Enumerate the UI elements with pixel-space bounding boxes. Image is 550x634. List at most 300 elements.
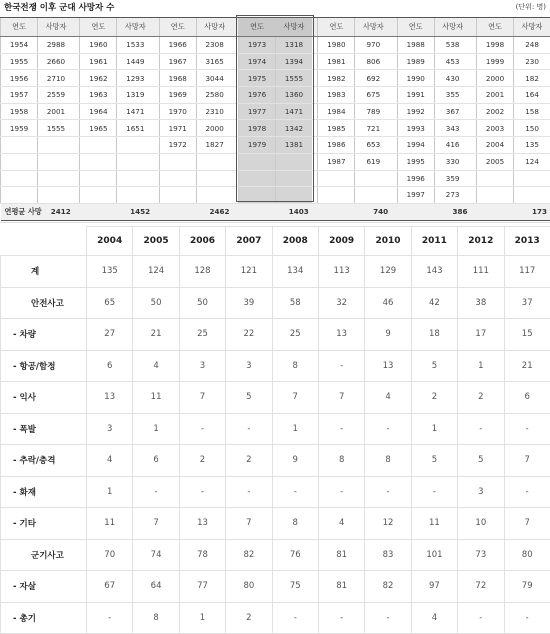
deaths-cell: 970 (355, 37, 391, 54)
value-cell: 2 (179, 445, 225, 477)
value-cell: 2 (226, 602, 272, 634)
year-cell: 2002 (476, 103, 513, 120)
row-label: - 자살 (1, 571, 87, 603)
value-cell: 128 (179, 256, 225, 288)
table-row (1, 153, 550, 170)
value-cell: - (504, 602, 550, 634)
year-cell: 1999 (476, 53, 513, 70)
year-header: 2005 (133, 227, 179, 256)
value-cell: 4 (365, 382, 411, 414)
deaths-cell: 2310 (196, 103, 232, 120)
average-spacer (159, 203, 196, 220)
value-cell: 5 (411, 445, 457, 477)
average-row (1, 203, 550, 220)
deaths-cell: 150 (514, 120, 550, 137)
value-cell: 7 (226, 508, 272, 540)
deaths-cell (276, 187, 312, 204)
value-cell: 117 (504, 256, 550, 288)
value-cell: 5 (458, 445, 504, 477)
value-cell: - (318, 602, 364, 634)
row-label: 안전사고 (1, 287, 87, 319)
historical-deaths-panel (0, 0, 550, 222)
year-cell: 1958 (1, 103, 38, 120)
deaths-cell: 806 (355, 53, 391, 70)
year-cell (159, 153, 196, 170)
year-header: 연도 (1, 18, 38, 37)
deaths-cell (196, 170, 232, 187)
value-cell: - (272, 476, 318, 508)
year-cell: 1985 (318, 120, 355, 137)
value-cell: 50 (179, 287, 225, 319)
value-cell: 81 (318, 571, 364, 603)
year-cell: 2004 (476, 137, 513, 154)
value-cell: 143 (411, 256, 457, 288)
deaths-cell: 355 (434, 87, 470, 104)
deaths-header: 사망자 (355, 18, 391, 37)
value-cell: 6 (87, 350, 133, 382)
year-cell: 1984 (318, 103, 355, 120)
year-cell: 1982 (318, 70, 355, 87)
value-cell: 7 (318, 382, 364, 414)
value-cell: 9 (272, 445, 318, 477)
table-row (1, 287, 550, 319)
value-cell: 73 (458, 539, 504, 571)
deaths-cell: 1449 (117, 53, 153, 70)
year-cell (238, 153, 275, 170)
deaths-cell: 3165 (196, 53, 232, 70)
value-cell: 11 (411, 508, 457, 540)
unit-label: (단위: 명) (516, 2, 546, 12)
year-cell: 1976 (238, 87, 275, 104)
value-cell: 79 (504, 571, 550, 603)
year-cell: 1955 (1, 53, 38, 70)
deaths-cell: 359 (434, 170, 470, 187)
year-cell: 1990 (397, 70, 434, 87)
deaths-cell (355, 187, 391, 204)
year-cell: 1964 (80, 103, 117, 120)
deaths-cell: 2559 (38, 87, 74, 104)
table-row (1, 187, 550, 204)
value-cell: 13 (179, 508, 225, 540)
value-cell: 2 (411, 382, 457, 414)
deaths-cell: 1318 (276, 37, 312, 54)
corner-cell (1, 227, 87, 256)
average-spacer (80, 203, 117, 220)
deaths-cell: 2580 (196, 87, 232, 104)
year-cell: 1988 (397, 37, 434, 54)
year-cell (1, 137, 38, 154)
deaths-header: 사망자 (117, 18, 153, 37)
value-cell: - (504, 476, 550, 508)
year-cell: 1957 (1, 87, 38, 104)
average-spacer (238, 203, 275, 220)
deaths-cell: 158 (514, 103, 550, 120)
deaths-cell: 1471 (276, 103, 312, 120)
table-title: 한국전쟁 이후 군대 사망자 수 (4, 1, 114, 13)
row-label: - 기타 (1, 508, 87, 540)
row-label: 계 (1, 256, 87, 288)
year-cell (1, 187, 38, 204)
deaths-cell (117, 170, 153, 187)
value-cell: 15 (504, 319, 550, 351)
year-cell: 2001 (476, 87, 513, 104)
deaths-cell: 1555 (276, 70, 312, 87)
value-cell: 13 (87, 382, 133, 414)
value-cell: 8 (272, 350, 318, 382)
value-cell: 50 (133, 287, 179, 319)
year-cell (476, 187, 513, 204)
value-cell: 121 (226, 256, 272, 288)
value-cell: 83 (365, 539, 411, 571)
year-cell (318, 170, 355, 187)
year-cell (238, 187, 275, 204)
year-header: 2007 (226, 227, 272, 256)
average-value: 173 (514, 203, 550, 220)
table-row (1, 256, 550, 288)
year-cell: 1971 (159, 120, 196, 137)
table-row (1, 445, 550, 477)
value-cell: 101 (411, 539, 457, 571)
deaths-cell (38, 170, 74, 187)
deaths-cell (514, 170, 550, 187)
deaths-cell (117, 187, 153, 204)
year-cell: 1992 (397, 103, 434, 120)
value-cell: 97 (411, 571, 457, 603)
deaths-cell (355, 170, 391, 187)
value-cell: 4 (318, 508, 364, 540)
year-cell (159, 187, 196, 204)
deaths-header: 사망자 (38, 18, 74, 37)
deaths-cell: 721 (355, 120, 391, 137)
value-cell: 27 (87, 319, 133, 351)
deaths-cell: 789 (355, 103, 391, 120)
row-label: - 폭발 (1, 413, 87, 445)
deaths-cell (38, 137, 74, 154)
year-cell (80, 170, 117, 187)
deaths-cell: 1360 (276, 87, 312, 104)
value-cell: 4 (133, 350, 179, 382)
table-row (1, 350, 550, 382)
year-cell (80, 153, 117, 170)
value-cell: 3 (226, 350, 272, 382)
value-cell: - (365, 602, 411, 634)
year-cell (1, 170, 38, 187)
value-cell: 8 (365, 445, 411, 477)
year-cell (1, 153, 38, 170)
year-cell: 1994 (397, 137, 434, 154)
value-cell: 18 (411, 319, 457, 351)
value-cell: 1 (87, 476, 133, 508)
deaths-cell: 182 (514, 70, 550, 87)
value-cell: 8 (318, 445, 364, 477)
value-cell: - (87, 602, 133, 634)
value-cell: 21 (133, 319, 179, 351)
deaths-header: 사망자 (196, 18, 232, 37)
year-header: 2013 (504, 227, 550, 256)
value-cell: 46 (365, 287, 411, 319)
deaths-cell: 1471 (117, 103, 153, 120)
table-row (1, 37, 550, 54)
year-cell: 2005 (476, 153, 513, 170)
year-cell: 1979 (238, 137, 275, 154)
value-cell: 25 (272, 319, 318, 351)
year-cell: 1997 (397, 187, 434, 204)
value-cell: 6 (504, 382, 550, 414)
average-value: 1452 (117, 203, 153, 220)
value-cell: - (365, 476, 411, 508)
deaths-cell: 653 (355, 137, 391, 154)
year-cell: 2000 (476, 70, 513, 87)
average-spacer (476, 203, 513, 220)
year-cell: 1966 (159, 37, 196, 54)
value-cell: 80 (504, 539, 550, 571)
deaths-cell: 538 (434, 37, 470, 54)
table-row (1, 53, 550, 70)
table-row (1, 539, 550, 571)
value-cell: 64 (133, 571, 179, 603)
year-cell (476, 170, 513, 187)
table-row (1, 602, 550, 634)
value-cell: 2 (458, 382, 504, 414)
value-cell: 1 (458, 350, 504, 382)
value-cell: 8 (272, 508, 318, 540)
value-cell: - (226, 476, 272, 508)
year-cell: 1981 (318, 53, 355, 70)
value-cell: 22 (226, 319, 272, 351)
deaths-cell: 1827 (196, 137, 232, 154)
value-cell: 67 (87, 571, 133, 603)
value-cell: 124 (133, 256, 179, 288)
value-cell: - (318, 350, 364, 382)
value-cell: - (318, 413, 364, 445)
year-cell: 1974 (238, 53, 275, 70)
table-row (1, 508, 550, 540)
deaths-cell: 230 (514, 53, 550, 70)
year-header: 2012 (458, 227, 504, 256)
year-cell (80, 187, 117, 204)
year-cell: 1959 (1, 120, 38, 137)
deaths-cell: 248 (514, 37, 550, 54)
value-cell: 82 (226, 539, 272, 571)
value-cell: - (411, 476, 457, 508)
deaths-cell (117, 153, 153, 170)
value-cell: 6 (133, 445, 179, 477)
deaths-header: 사망자 (276, 18, 312, 37)
value-cell: 42 (411, 287, 457, 319)
deaths-cell: 1342 (276, 120, 312, 137)
row-label: - 차량 (1, 319, 87, 351)
deaths-cell (196, 153, 232, 170)
deaths-cell (276, 170, 312, 187)
deaths-cell: 1319 (117, 87, 153, 104)
row-label: - 익사 (1, 382, 87, 414)
value-cell: 7 (133, 508, 179, 540)
year-cell: 1962 (80, 70, 117, 87)
year-header: 연도 (397, 18, 434, 37)
year-cell (318, 187, 355, 204)
deaths-cell: 1394 (276, 53, 312, 70)
year-cell: 1998 (476, 37, 513, 54)
average-value: 2412 (38, 203, 74, 220)
value-cell: - (318, 476, 364, 508)
deaths-cell (276, 153, 312, 170)
year-cell: 1987 (318, 153, 355, 170)
value-cell: 129 (365, 256, 411, 288)
year-header: 연도 (318, 18, 355, 37)
year-cell: 1993 (397, 120, 434, 137)
year-header: 2008 (272, 227, 318, 256)
year-header: 2009 (318, 227, 364, 256)
deaths-cell: 453 (434, 53, 470, 70)
value-cell: 82 (365, 571, 411, 603)
year-cell: 1960 (80, 37, 117, 54)
deaths-cell: 2001 (38, 103, 74, 120)
historical-deaths-table (0, 17, 550, 221)
table-row (1, 120, 550, 137)
year-header: 2010 (365, 227, 411, 256)
deaths-cell: 2710 (38, 70, 74, 87)
deaths-cell: 367 (434, 103, 470, 120)
average-value: 386 (434, 203, 470, 220)
deaths-cell (117, 137, 153, 154)
year-header: 2004 (87, 227, 133, 256)
value-cell: - (226, 413, 272, 445)
deaths-cell: 430 (434, 70, 470, 87)
deaths-cell (514, 187, 550, 204)
average-value: 2462 (196, 203, 232, 220)
deaths-cell: 135 (514, 137, 550, 154)
year-cell: 1983 (318, 87, 355, 104)
value-cell: 77 (179, 571, 225, 603)
value-cell: 3 (458, 476, 504, 508)
value-cell: 13 (365, 350, 411, 382)
value-cell: - (179, 413, 225, 445)
year-cell: 1980 (318, 37, 355, 54)
year-cell: 1975 (238, 70, 275, 87)
table-row (1, 103, 550, 120)
year-cell: 2003 (476, 120, 513, 137)
value-cell: 7 (179, 382, 225, 414)
value-cell: - (179, 476, 225, 508)
row-label: 군기사고 (1, 539, 87, 571)
year-header: 2006 (179, 227, 225, 256)
year-cell: 1995 (397, 153, 434, 170)
year-header: 연도 (80, 18, 117, 37)
deaths-cell: 619 (355, 153, 391, 170)
year-header: 연도 (476, 18, 513, 37)
value-cell: 7 (504, 445, 550, 477)
value-cell: 111 (458, 256, 504, 288)
average-spacer (397, 203, 434, 220)
deaths-cell: 164 (514, 87, 550, 104)
value-cell: 38 (458, 287, 504, 319)
average-spacer (318, 203, 355, 220)
table-row (1, 413, 550, 445)
value-cell: 12 (365, 508, 411, 540)
deaths-cell (38, 153, 74, 170)
value-cell: 5 (226, 382, 272, 414)
value-cell: 11 (133, 382, 179, 414)
row-label: - 화재 (1, 476, 87, 508)
value-cell: 78 (179, 539, 225, 571)
value-cell: 4 (87, 445, 133, 477)
value-cell: 3 (87, 413, 133, 445)
deaths-cell: 124 (514, 153, 550, 170)
year-header: 2011 (411, 227, 457, 256)
section-divider (0, 222, 550, 223)
value-cell: 5 (411, 350, 457, 382)
year-cell (238, 170, 275, 187)
value-cell: 39 (226, 287, 272, 319)
year-cell: 1986 (318, 137, 355, 154)
deaths-cell: 330 (434, 153, 470, 170)
year-cell: 1989 (397, 53, 434, 70)
value-cell: - (133, 476, 179, 508)
value-cell: 74 (133, 539, 179, 571)
value-cell: - (272, 602, 318, 634)
row-label: - 추락/충격 (1, 445, 87, 477)
year-cell: 1996 (397, 170, 434, 187)
value-cell: 10 (458, 508, 504, 540)
deaths-cell: 1651 (117, 120, 153, 137)
year-cell: 1972 (159, 137, 196, 154)
deaths-cell: 1533 (117, 37, 153, 54)
year-cell: 1973 (238, 37, 275, 54)
deaths-cell: 416 (434, 137, 470, 154)
year-cell (80, 137, 117, 154)
year-cell: 1978 (238, 120, 275, 137)
year-cell: 1954 (1, 37, 38, 54)
deaths-cell: 3044 (196, 70, 232, 87)
deaths-header: 사망자 (434, 18, 470, 37)
value-cell: 11 (87, 508, 133, 540)
value-cell: 17 (458, 319, 504, 351)
value-cell: 58 (272, 287, 318, 319)
year-cell (159, 170, 196, 187)
value-cell: 134 (272, 256, 318, 288)
year-header: 연도 (238, 18, 275, 37)
value-cell: - (458, 413, 504, 445)
value-cell: 9 (365, 319, 411, 351)
value-cell: 80 (226, 571, 272, 603)
table-row (1, 87, 550, 104)
value-cell: 1 (411, 413, 457, 445)
table-row (1, 382, 550, 414)
table-row (1, 319, 550, 351)
year-cell: 1963 (80, 87, 117, 104)
year-cell: 1970 (159, 103, 196, 120)
recent-deaths-table (0, 226, 550, 634)
deaths-cell: 2988 (38, 37, 74, 54)
table-row (1, 70, 550, 87)
deaths-cell: 1555 (38, 120, 74, 137)
row-label: - 항공/함정 (1, 350, 87, 382)
deaths-cell (38, 187, 74, 204)
value-cell: 37 (504, 287, 550, 319)
value-cell: 8 (133, 602, 179, 634)
value-cell: 7 (504, 508, 550, 540)
value-cell: 1 (133, 413, 179, 445)
value-cell: 4 (411, 602, 457, 634)
value-cell: 135 (87, 256, 133, 288)
year-header: 연도 (159, 18, 196, 37)
deaths-cell: 2308 (196, 37, 232, 54)
value-cell: - (504, 413, 550, 445)
value-cell: 32 (318, 287, 364, 319)
year-cell: 1969 (159, 87, 196, 104)
table-row (1, 170, 550, 187)
year-cell: 1991 (397, 87, 434, 104)
